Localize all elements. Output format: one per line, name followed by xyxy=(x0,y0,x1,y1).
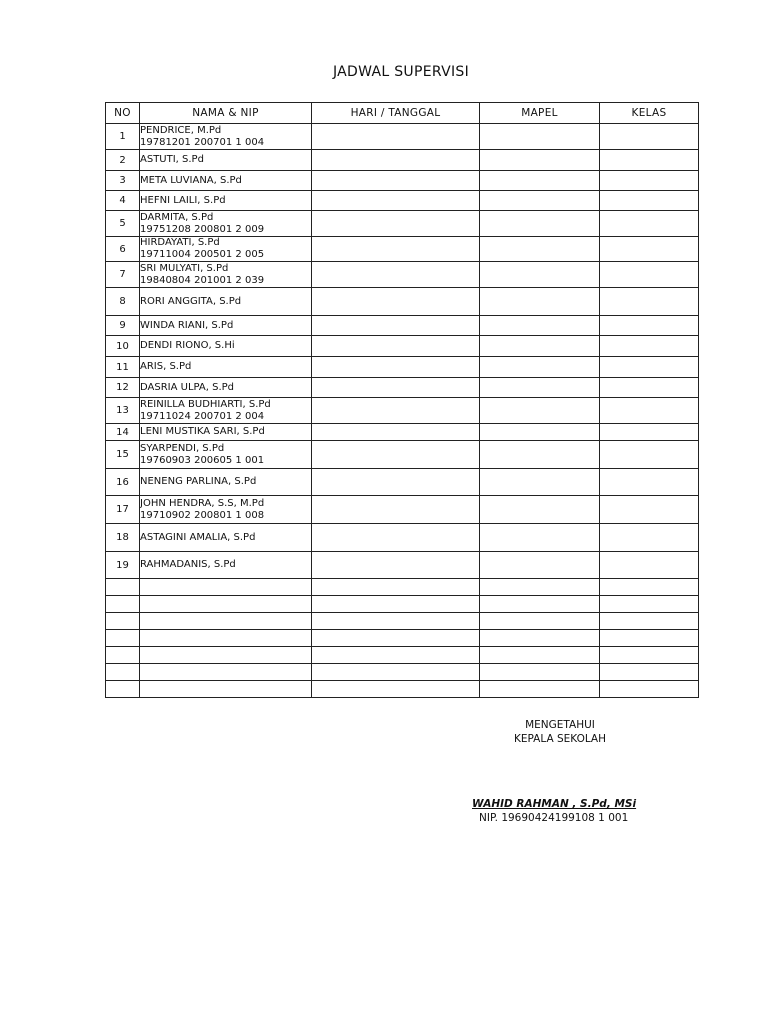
subject-cell xyxy=(480,357,600,378)
class-cell xyxy=(600,171,699,191)
principal-name: WAHID RAHMAN , S.Pd, MSi xyxy=(472,798,637,810)
class-cell xyxy=(600,124,699,150)
subject-cell xyxy=(480,552,600,579)
teacher-name: ARIS, S.Pd xyxy=(140,361,192,372)
subject-cell xyxy=(480,288,600,316)
row-number: 18 xyxy=(106,524,140,552)
class-cell xyxy=(600,552,699,579)
table-row xyxy=(106,378,699,398)
class-cell xyxy=(600,262,699,288)
teacher-nip: 19711024 200701 2 004 xyxy=(140,410,265,422)
table-row xyxy=(106,150,699,171)
table-row xyxy=(106,441,699,469)
table-header-row xyxy=(106,103,699,124)
teacher-name: ASTUTI, S.Pd xyxy=(140,154,204,165)
teacher-cell xyxy=(140,579,312,596)
class-cell xyxy=(600,579,699,596)
day-date-cell xyxy=(312,552,480,579)
teacher-cell xyxy=(140,211,312,237)
subject-cell xyxy=(480,496,600,524)
teacher-cell xyxy=(140,357,312,378)
table-row xyxy=(106,496,699,524)
teacher-cell xyxy=(140,524,312,552)
teacher-name: NENENG PARLINA, S.Pd xyxy=(140,476,257,487)
class-cell xyxy=(600,596,699,613)
day-date-cell xyxy=(312,150,480,171)
table-row xyxy=(106,288,699,316)
class-cell xyxy=(600,441,699,469)
subject-cell xyxy=(480,150,600,171)
teacher-cell xyxy=(140,469,312,496)
teacher-cell xyxy=(140,496,312,524)
page-title: JADWAL SUPERVISI xyxy=(332,64,470,80)
teacher-name: META LUVIANA, S.Pd xyxy=(140,174,242,186)
teacher-cell xyxy=(140,424,312,441)
row-number: 12 xyxy=(106,378,140,398)
subject-cell xyxy=(480,262,600,288)
day-date-cell xyxy=(312,124,480,150)
table-row xyxy=(106,647,699,664)
column-header-mapel: MAPEL xyxy=(480,103,600,124)
teacher-name: WINDA RIANI, S.Pd xyxy=(140,319,234,331)
table-row xyxy=(106,262,699,288)
table-row xyxy=(106,664,699,681)
column-header-no: NO xyxy=(106,103,140,124)
day-date-cell xyxy=(312,336,480,357)
class-cell xyxy=(600,398,699,424)
teacher-cell xyxy=(140,681,312,698)
acknowledged-label: MENGETAHUI xyxy=(525,719,595,731)
table-row xyxy=(106,681,699,698)
row-number: 2 xyxy=(106,150,140,171)
row-number: 13 xyxy=(106,398,140,424)
table-row xyxy=(106,124,699,150)
subject-cell xyxy=(480,596,600,613)
teacher-name: HEFNI LAILI, S.Pd xyxy=(140,194,226,206)
day-date-cell xyxy=(312,524,480,552)
teacher-cell xyxy=(140,262,312,288)
subject-cell xyxy=(480,171,600,191)
day-date-cell xyxy=(312,596,480,613)
class-cell xyxy=(600,357,699,378)
class-cell xyxy=(600,469,699,496)
column-header-kelas: KELAS xyxy=(600,103,699,124)
class-cell xyxy=(600,424,699,441)
class-cell xyxy=(600,613,699,630)
row-number xyxy=(106,596,140,613)
day-date-cell xyxy=(312,579,480,596)
day-date-cell xyxy=(312,191,480,211)
table-row xyxy=(106,524,699,552)
teacher-cell xyxy=(140,398,312,424)
day-date-cell xyxy=(312,647,480,664)
row-number: 5 xyxy=(106,211,140,237)
class-cell xyxy=(600,496,699,524)
row-number: 3 xyxy=(106,171,140,191)
table-row xyxy=(106,316,699,336)
table-row xyxy=(106,211,699,237)
subject-cell xyxy=(480,441,600,469)
subject-cell xyxy=(480,424,600,441)
table-row xyxy=(106,469,699,496)
subject-cell xyxy=(480,524,600,552)
teacher-cell xyxy=(140,552,312,579)
table-row xyxy=(106,424,699,441)
teacher-cell xyxy=(140,664,312,681)
subject-cell xyxy=(480,579,600,596)
day-date-cell xyxy=(312,288,480,316)
subject-cell xyxy=(480,681,600,698)
teacher-cell xyxy=(140,237,312,262)
row-number xyxy=(106,647,140,664)
teacher-cell xyxy=(140,336,312,357)
table-row xyxy=(106,191,699,211)
subject-cell xyxy=(480,647,600,664)
row-number: 7 xyxy=(106,262,140,288)
row-number xyxy=(106,579,140,596)
table-row xyxy=(106,171,699,191)
day-date-cell xyxy=(312,630,480,647)
day-date-cell xyxy=(312,681,480,698)
subject-cell xyxy=(480,316,600,336)
teacher-cell xyxy=(140,647,312,664)
table-row xyxy=(106,357,699,378)
teacher-name: ASTAGINI AMALIA, S.Pd xyxy=(140,531,256,543)
day-date-cell xyxy=(312,211,480,237)
row-number xyxy=(106,681,140,698)
day-date-cell xyxy=(312,262,480,288)
teacher-name: SRI MULYATI, S.Pd xyxy=(140,262,229,274)
teacher-cell xyxy=(140,288,312,316)
column-header-hari-tanggal: HARI / TANGGAL xyxy=(312,103,480,124)
class-cell xyxy=(600,336,699,357)
principal-role: KEPALA SEKOLAH xyxy=(513,733,607,745)
teacher-cell xyxy=(140,124,312,150)
class-cell xyxy=(600,288,699,316)
teacher-name: DASRIA ULPA, S.Pd xyxy=(140,381,235,393)
teacher-name: JOHN HENDRA, S.S, M.Pd xyxy=(140,497,265,509)
row-number: 16 xyxy=(106,469,140,496)
row-number xyxy=(106,613,140,630)
class-cell xyxy=(600,237,699,262)
table-body xyxy=(106,124,699,698)
row-number: 1 xyxy=(106,124,140,150)
class-cell xyxy=(600,211,699,237)
row-number xyxy=(106,664,140,681)
day-date-cell xyxy=(312,357,480,378)
day-date-cell xyxy=(312,237,480,262)
row-number: 14 xyxy=(106,424,140,441)
row-number: 15 xyxy=(106,441,140,469)
table-row xyxy=(106,552,699,579)
teacher-name: PENDRICE, M.Pd xyxy=(140,124,222,136)
teacher-nip: 19840804 201001 2 039 xyxy=(140,274,265,286)
teacher-cell xyxy=(140,171,312,191)
teacher-name: LENI MUSTIKA SARI, S.Pd xyxy=(140,426,265,437)
row-number: 8 xyxy=(106,288,140,316)
subject-cell xyxy=(480,211,600,237)
class-cell xyxy=(600,378,699,398)
row-number: 4 xyxy=(106,191,140,211)
class-cell xyxy=(600,681,699,698)
row-number: 6 xyxy=(106,237,140,262)
teacher-nip: 19760903 200605 1 001 xyxy=(140,454,265,466)
subject-cell xyxy=(480,336,600,357)
schedule-table xyxy=(105,102,699,698)
teacher-nip: 19711004 200501 2 005 xyxy=(140,249,265,260)
day-date-cell xyxy=(312,171,480,191)
teacher-name: HIRDAYATI, S.Pd xyxy=(140,237,220,248)
subject-cell xyxy=(480,237,600,262)
class-cell xyxy=(600,664,699,681)
day-date-cell xyxy=(312,398,480,424)
day-date-cell xyxy=(312,441,480,469)
day-date-cell xyxy=(312,613,480,630)
table-row xyxy=(106,596,699,613)
day-date-cell xyxy=(312,469,480,496)
row-number xyxy=(106,630,140,647)
subject-cell xyxy=(480,630,600,647)
teacher-nip: 19710902 200801 1 008 xyxy=(140,509,265,521)
class-cell xyxy=(600,150,699,171)
class-cell xyxy=(600,316,699,336)
class-cell xyxy=(600,630,699,647)
day-date-cell xyxy=(312,316,480,336)
table-row xyxy=(106,237,699,262)
teacher-name: DARMITA, S.Pd xyxy=(140,211,214,223)
table-row xyxy=(106,336,699,357)
table-row xyxy=(106,398,699,424)
class-cell xyxy=(600,647,699,664)
teacher-name: DENDI RIONO, S.Hi xyxy=(140,340,235,351)
teacher-cell xyxy=(140,630,312,647)
subject-cell xyxy=(480,124,600,150)
table-row xyxy=(106,613,699,630)
row-number: 17 xyxy=(106,496,140,524)
subject-cell xyxy=(480,378,600,398)
day-date-cell xyxy=(312,424,480,441)
table-row xyxy=(106,579,699,596)
row-number: 10 xyxy=(106,336,140,357)
teacher-name: RORI ANGGITA, S.Pd xyxy=(140,295,242,307)
column-header-nama-nip: NAMA & NIP xyxy=(140,103,312,124)
subject-cell xyxy=(480,398,600,424)
row-number: 19 xyxy=(106,552,140,579)
day-date-cell xyxy=(312,378,480,398)
teacher-cell xyxy=(140,441,312,469)
principal-nip: NIP. 19690424199108 1 001 xyxy=(479,812,629,824)
teacher-cell xyxy=(140,191,312,211)
subject-cell xyxy=(480,191,600,211)
teacher-nip: 19751208 200801 2 009 xyxy=(140,223,265,235)
teacher-name: REINILLA BUDHIARTI, S.Pd xyxy=(140,398,271,410)
teacher-cell xyxy=(140,378,312,398)
class-cell xyxy=(600,191,699,211)
subject-cell xyxy=(480,664,600,681)
teacher-nip: 19781201 200701 1 004 xyxy=(140,136,265,148)
table-row xyxy=(106,630,699,647)
row-number: 11 xyxy=(106,357,140,378)
teacher-cell xyxy=(140,613,312,630)
teacher-cell xyxy=(140,316,312,336)
teacher-cell xyxy=(140,150,312,171)
day-date-cell xyxy=(312,664,480,681)
day-date-cell xyxy=(312,496,480,524)
teacher-name: SYARPENDI, S.Pd xyxy=(140,442,225,454)
teacher-name: RAHMADANIS, S.Pd xyxy=(140,559,236,570)
class-cell xyxy=(600,524,699,552)
subject-cell xyxy=(480,469,600,496)
subject-cell xyxy=(480,613,600,630)
row-number: 9 xyxy=(106,316,140,336)
teacher-cell xyxy=(140,596,312,613)
